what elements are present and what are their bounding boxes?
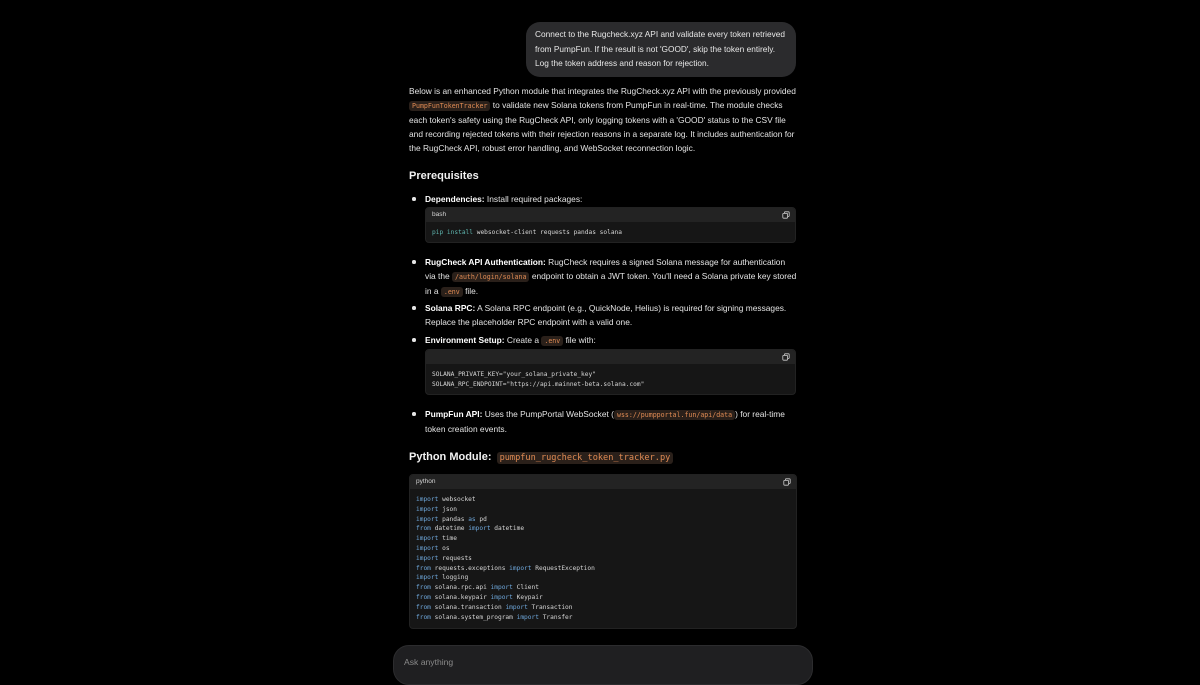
inline-code-env: .env — [441, 287, 463, 297]
bash-code: pip install websocket-client requests pandas solana — [432, 229, 623, 236]
bullet-dot — [412, 412, 416, 416]
copy-icon[interactable] — [782, 353, 790, 361]
bullet-dot — [412, 306, 416, 310]
code-line: from requests.exceptions import RequestException — [416, 564, 595, 572]
code-line: from solana.rpc.api import Client — [416, 584, 539, 592]
code-line: import logging — [416, 574, 469, 582]
bullet-text: file with: — [565, 335, 596, 345]
list-item-pumpfun — [409, 407, 797, 436]
ask-input[interactable] — [402, 654, 786, 670]
code-line: from datetime import datetime — [416, 525, 525, 533]
bullet-text: ) for real-time token creation events. — [425, 409, 785, 435]
inline-code-endpoint: /auth/login/solana — [452, 272, 529, 282]
inline-code-class: PumpFunTokenTracker — [409, 101, 490, 111]
python-module-heading — [409, 451, 673, 463]
python-code-block — [409, 474, 797, 629]
bullet-text: endpoint to obtain a JWT token. You'll need a Solana private key stored in a — [425, 271, 797, 297]
bullet-dot — [412, 260, 416, 264]
copy-icon[interactable] — [782, 211, 790, 219]
bullet-label: Solana RPC: — [425, 303, 476, 313]
bullet-text: Uses the PumpPortal WebSocket ( — [484, 409, 614, 419]
user-message-text: Connect to the Rugcheck.xyz API and validate every token retrieved from PumpFun. If the result is not 'GOOD', skip the token entirely. Log the token address and reason for rejection. — [535, 29, 785, 68]
bullet-label: RugCheck API Authentication: — [425, 257, 546, 267]
python-code — [410, 489, 796, 628]
bullet-text: file. — [465, 286, 479, 297]
bullet-label: Dependencies: — [425, 194, 485, 204]
assistant-reply — [409, 84, 797, 621]
code-line: import os — [416, 544, 450, 552]
code-line: import json — [416, 505, 457, 513]
code-block-header — [426, 208, 795, 222]
inline-code-env: .env — [541, 336, 563, 346]
code-language-label: python — [416, 478, 436, 485]
code-line: from solana.keypair import Keypair — [416, 593, 543, 601]
code-line: import requests — [416, 554, 472, 562]
code-line: import time — [416, 535, 457, 543]
env-code — [426, 364, 795, 395]
prerequisites-heading: Prerequisites — [409, 170, 479, 182]
intro-text-1: Below is an enhanced Python module that integrates the RugCheck.xyz API with the previously provided — [409, 86, 796, 96]
code-line: import websocket — [416, 496, 476, 503]
bullet-dot — [412, 197, 416, 201]
module-filename: pumpfun_rugcheck_token_tracker.py — [497, 452, 674, 464]
bullet-label: PumpFun API: — [425, 409, 483, 419]
env-code-block — [425, 349, 796, 395]
code-line: import pandas as pd — [416, 515, 487, 523]
bullet-text: Create a — [506, 335, 540, 345]
bullet-text: A Solana RPC endpoint (e.g., QuickNode, Helius) is required for signing messages. Replace the placeholder RPC endpoint with a valid one. — [425, 303, 787, 328]
code-line: from solana.transaction import Transaction — [416, 603, 573, 611]
code-block-header — [410, 475, 796, 489]
bullet-text: RugCheck requires a signed Solana message for authentication via the — [425, 257, 786, 282]
code-block-header — [426, 350, 795, 364]
inline-code-websocket-url: wss://pumpportal.fun/api/data — [614, 410, 735, 420]
copy-icon[interactable] — [783, 478, 791, 486]
message-composer[interactable] — [393, 645, 813, 685]
intro-paragraph — [409, 84, 797, 155]
list-item-dependencies — [409, 192, 797, 206]
list-item-env — [409, 333, 797, 348]
bash-code-block — [425, 207, 796, 243]
heading-text: Python Module: — [409, 451, 492, 463]
env-line: SOLANA_PRIVATE_KEY="your_solana_private_key" — [432, 371, 596, 378]
code-line: from solana.system_program import Transfer — [416, 613, 573, 621]
intro-text-2: to validate new Solana tokens from PumpFun in real-time. The module checks each token's safety using the RugCheck API, only logging tokens with a 'GOOD' status to the CSV file and recording rejected tokens with their rejection reasons in a separate log. It includes authentication for the RugCheck API, robust error handling, and WebSocket reconnection logic. — [409, 100, 795, 154]
bullet-label: Environment Setup: — [425, 335, 505, 345]
list-item-rpc — [409, 301, 797, 329]
code-language-label: bash — [432, 211, 447, 218]
user-message-bubble — [526, 22, 796, 77]
env-line: SOLANA_RPC_ENDPOINT="https://api.mainnet-beta.solana.com" — [432, 380, 645, 388]
list-item-auth — [409, 255, 797, 299]
bullet-dot — [412, 338, 416, 342]
bullet-text: Install required packages: — [486, 194, 583, 204]
